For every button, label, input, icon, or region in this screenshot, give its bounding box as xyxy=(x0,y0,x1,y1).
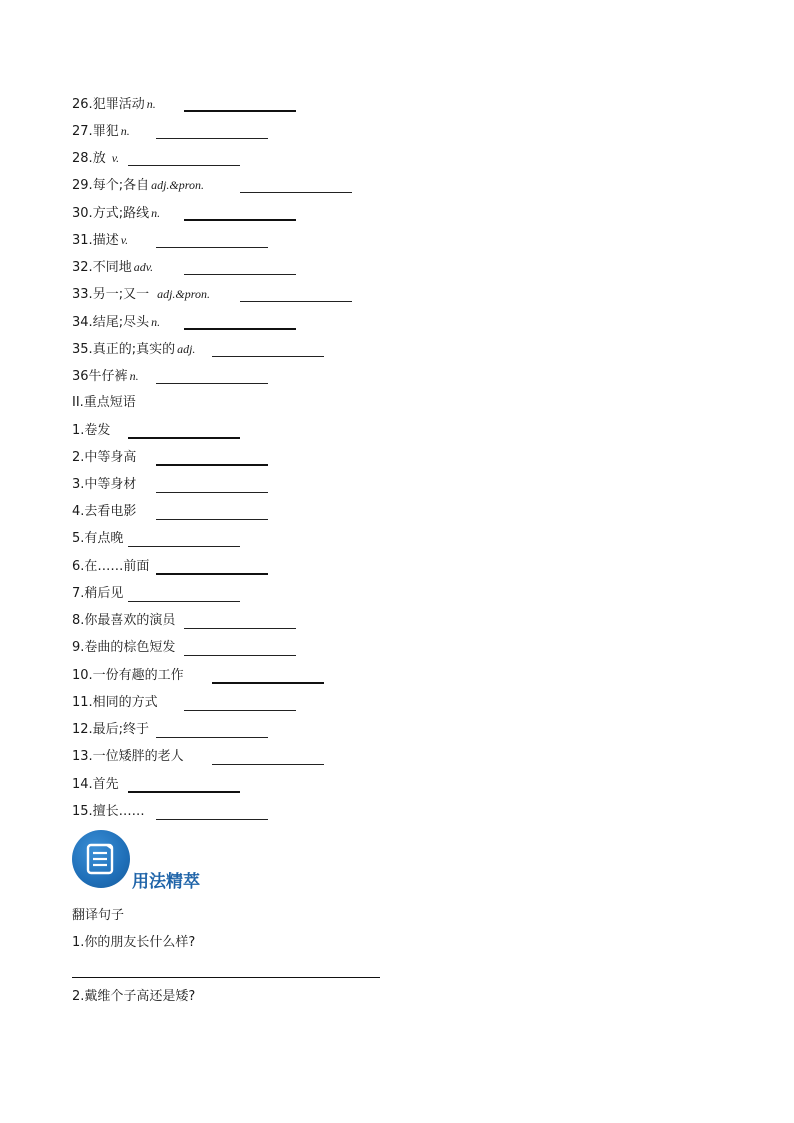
usage-section-header xyxy=(72,830,292,892)
answer-blank-29[interactable] xyxy=(240,192,352,193)
vocab-item-35: 35.真正的;真实的 adj. xyxy=(72,342,196,357)
phrase-item-4: 4.去看电影 xyxy=(72,504,137,519)
answer-blank-28[interactable] xyxy=(128,165,240,166)
phrase-item-15: 15.擅长…… xyxy=(72,804,145,819)
vocab-item-30: 30.方式;路线 n. xyxy=(72,206,161,221)
answer-blank-33[interactable] xyxy=(240,301,352,302)
usage-section-title: 用法精萃 xyxy=(132,872,200,892)
phrase-blank-3[interactable] xyxy=(156,492,268,493)
phrase-item-8: 8.你最喜欢的演员 xyxy=(72,613,176,628)
phrases-heading: II.重点短语 xyxy=(72,395,136,410)
vocab-item-29: 29.每个;各自 adj.&pron. xyxy=(72,178,204,193)
phrase-blank-4[interactable] xyxy=(156,519,268,520)
phrase-blank-15[interactable] xyxy=(156,819,268,820)
translate-heading: 翻译句子 xyxy=(72,908,125,923)
phrase-item-9: 9.卷曲的棕色短发 xyxy=(72,640,176,655)
phrase-item-14: 14.首先 xyxy=(72,777,119,792)
phrase-item-1: 1.卷发 xyxy=(72,423,111,438)
vocab-item-27: 27.罪犯 n. xyxy=(72,124,130,139)
phrase-item-6: 6.在……前面 xyxy=(72,559,150,574)
phrase-item-2: 2.中等身高 xyxy=(72,450,137,465)
phrase-blank-12[interactable] xyxy=(156,737,268,738)
phrase-item-7: 7.稍后见 xyxy=(72,586,124,601)
vocab-item-31: 31.描述 v. xyxy=(72,233,129,248)
section-badge xyxy=(72,830,130,888)
phrase-item-11: 11.相同的方式 xyxy=(72,695,158,710)
vocab-item-36: 36牛仔裤 n. xyxy=(72,369,139,384)
answer-blank-27[interactable] xyxy=(156,138,268,139)
phrase-blank-11[interactable] xyxy=(184,710,296,711)
answer-blank-32[interactable] xyxy=(184,274,296,275)
vocab-item-26: 26.犯罪活动 n. xyxy=(72,97,156,112)
phrase-blank-13[interactable] xyxy=(212,764,324,765)
phrase-blank-7[interactable] xyxy=(128,601,240,602)
phrase-blank-8[interactable] xyxy=(184,628,296,629)
answer-blank-30[interactable] xyxy=(184,219,296,221)
phrase-item-10: 10.一份有趣的工作 xyxy=(72,668,184,683)
answer-blank-36[interactable] xyxy=(156,383,268,384)
phrase-blank-2[interactable] xyxy=(156,464,268,466)
phrase-item-13: 13.一位矮胖的老人 xyxy=(72,749,184,764)
vocab-item-32: 32.不同地 adv. xyxy=(72,260,154,275)
answer-blank-34[interactable] xyxy=(184,328,296,330)
answer-blank-26[interactable] xyxy=(184,110,296,112)
sentence-1-answer-line[interactable] xyxy=(72,977,380,978)
sentence-1: 1.你的朋友长什么样? xyxy=(72,935,196,950)
answer-blank-35[interactable] xyxy=(212,356,324,357)
phrase-blank-6[interactable] xyxy=(156,573,268,575)
phrase-item-3: 3.中等身材 xyxy=(72,477,137,492)
vocab-item-28: 28.放 v. xyxy=(72,151,120,166)
sentence-2: 2.戴维个子高还是矮? xyxy=(72,989,196,1004)
phrase-blank-10[interactable] xyxy=(212,682,324,684)
answer-blank-31[interactable] xyxy=(156,247,268,248)
phrase-blank-14[interactable] xyxy=(128,791,240,793)
phrase-blank-9[interactable] xyxy=(184,655,296,656)
document-icon xyxy=(86,843,116,875)
phrase-blank-5[interactable] xyxy=(128,546,240,547)
phrase-item-12: 12.最后;终于 xyxy=(72,722,150,737)
vocab-item-33: 33.另一;又一 adj.&pron. xyxy=(72,287,210,302)
vocab-item-34: 34.结尾;尽头 n. xyxy=(72,315,161,330)
phrase-blank-1[interactable] xyxy=(128,437,240,439)
phrase-item-5: 5.有点晚 xyxy=(72,531,124,546)
